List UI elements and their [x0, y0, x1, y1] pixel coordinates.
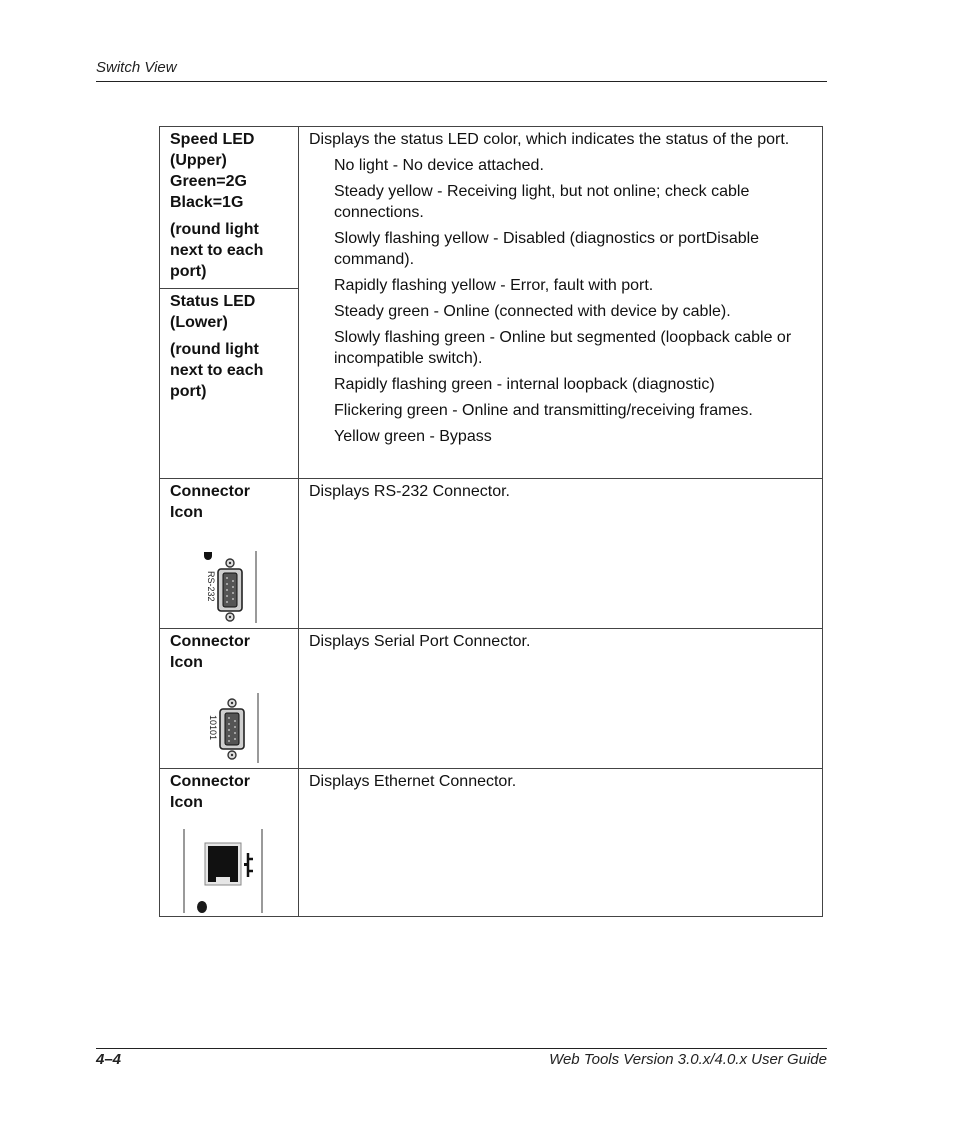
speed-led-note: (round light next to each port)	[170, 221, 264, 280]
serial-label-cell	[159, 628, 299, 769]
led-status-item: Rapidly flashing green - internal loopback (diagnostic)	[334, 376, 715, 393]
speed-led-label: Speed LED (Upper) Green=2G Black=1G	[170, 131, 255, 211]
ethernet-description: Displays Ethernet Connector.	[309, 773, 517, 790]
rs232-label: Connector Icon	[170, 483, 250, 521]
led-status-item: Steady green - Online (connected with device by cable).	[334, 303, 731, 320]
speed-led-label-cell	[159, 126, 299, 289]
led-status-item: Flickering green - Online and transmitting/receiving frames.	[334, 402, 753, 419]
rs232-description: Displays RS-232 Connector.	[309, 483, 510, 500]
led-status-item: Steady yellow - Receiving light, but not online; check cable connections.	[334, 183, 750, 221]
led-status-item: Slowly flashing yellow - Disabled (diagnostics or portDisable command).	[334, 230, 760, 268]
rs232-label-cell	[159, 478, 299, 629]
serial-label: Connector Icon	[170, 633, 250, 671]
footer-rule	[96, 1048, 827, 1049]
header-rule	[96, 81, 827, 82]
led-status-item: Slowly flashing green - Online but segmented (loopback cable or incompatible switch).	[334, 329, 792, 367]
led-description-intro: Displays the status LED color, which indicates the status of the port.	[309, 131, 790, 148]
footer-guide-title: Web Tools Version 3.0.x/4.0.x User Guide	[549, 1051, 827, 1068]
svg-text:10101: 10101	[208, 715, 218, 741]
ethernet-connector-icon	[182, 827, 266, 920]
rs232-description-cell	[298, 478, 823, 629]
ethernet-label: Connector Icon	[170, 773, 250, 811]
running-header: Switch View	[96, 59, 177, 76]
serial-port-connector-icon	[204, 691, 262, 770]
led-status-item: No light - No device attached.	[334, 157, 544, 174]
status-led-label: Status LED (Lower)	[170, 293, 256, 331]
led-status-item: Yellow green - Bypass	[334, 428, 492, 445]
serial-description-cell	[298, 628, 823, 769]
serial-description: Displays Serial Port Connector.	[309, 633, 531, 650]
rs232-connector-icon	[200, 549, 262, 630]
svg-text:RS-232: RS-232	[206, 571, 216, 602]
led-description-cell	[298, 126, 823, 479]
status-led-note: (round light next to each port)	[170, 341, 264, 400]
status-led-label-cell	[159, 288, 299, 479]
ethernet-label-cell	[159, 768, 299, 917]
led-status-item: Rapidly flashing yellow - Error, fault with port.	[334, 277, 654, 294]
ethernet-description-cell	[298, 768, 823, 917]
page-number: 4–4	[96, 1051, 122, 1068]
